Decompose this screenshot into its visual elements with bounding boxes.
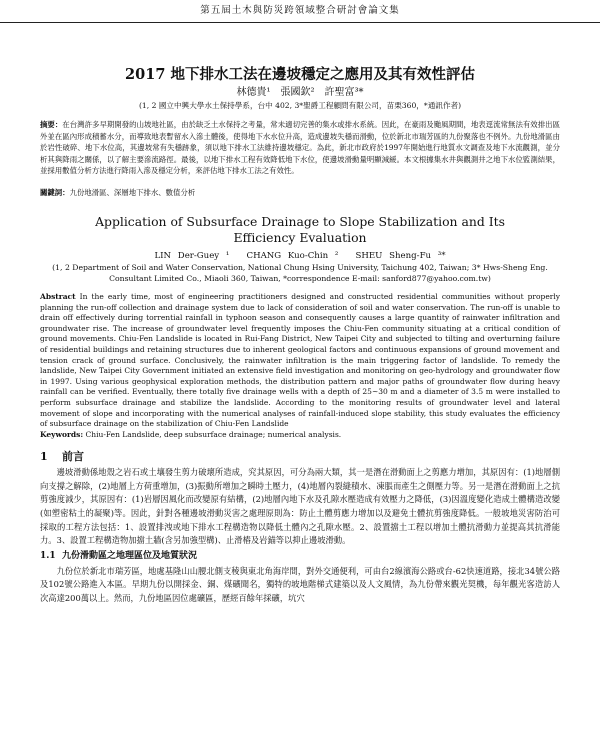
- chinese-keywords-text: 九份地滑區、深層地下排水、數值分析: [69, 187, 196, 197]
- chinese-abstract: [40, 119, 560, 177]
- chinese-abstract-text: 在台灣許多早期開發的山坡地社區，由於缺乏土水保持之考量，常未適切完善的集水或排水系統。因此，在豪雨及颱風期間，地表逕流常無法有效排出區外並在區內形成積蓄水分，而導致地表暫留水入滲土體後，使得地下水水位升高，造成邊坡失穩而滑動，位於新北市瑞芳區的九份聚落也不例外。九份地滑區由於岩性破碎、地下水位高，其邊坡常有失穩跡象，須以地下排水工法維持邊坡穩定。為此，新北市政府於1997年開始進行地質水文調查及地下水流觀測，並分析其與降雨之關係，以了解主要滲流路徑。最後，以地下排水工程有效降低地下水位，使邊坡滑動量明顯減緩。本文根據集水井與觀測井之地下水位監測結果，並採用數值分析方法進行降雨入滲及穩定分析，來評估地下排水工法之有效性。: [40, 120, 560, 176]
- chinese-keywords: [40, 187, 560, 198]
- chinese-title: 2017 地下排水工法在邊坡穩定之應用及其有效性評估: [125, 66, 475, 83]
- chinese-authors: 林德貴¹ 張國欽² 許聖富³*: [236, 87, 364, 98]
- english-title: Application of Subsurface Drainage to Slope Stabilization and Its Efficiency Evaluation: [95, 213, 505, 245]
- english-keywords-text: Chiu-Fen Landslide, deep subsurface drainage; numerical analysis.: [85, 429, 342, 439]
- english-authors: LIN Der-Guey ¹ CHANG Kuo-Chin ² SHEU Sheng-Fu ³*: [154, 250, 446, 261]
- english-keywords: [40, 430, 560, 441]
- section-1-paragraph: 邊坡滑動係地殼之岩石或土壤發生剪力破壞所造成，究其原因，可分為兩大類，其一是潛在滑動面上之剪應力增加，其原因有：(1)地層側向支撐之解除，(2)地層上方荷重增加，(3)振動所增加之瞬時土壓力，(4)地層內裂縫積水、凍脹而產生之側壓力等。另一是潛在滑動面上之抗剪強度減少，其原因有：(1)岩層因風化而改變原有結構，(2)地層內地下水及孔隙水壓造成有效壓力之降低，(3)因溫度變化造成土體構造改變(如塑密粘土的凝聚)等。因此，針對各種邊坡滑動災害之處理原則為：防止土體剪應力增加以及避免土體抗剪強度降低。一般坡地災害防治可採取的工程方法包括：1、設置排洩或地下排水工程構造物以降低土體內之孔隙水壓。2、設置擋土工程以增加土體抗滑動力並提高其抗滑能力。3、設置工程構造物加擋土牆(含另加強型構)、止滑樁及岩錨等以抑止邊坡滑動。: [40, 467, 560, 546]
- chinese-keywords-label: 關鍵詞：: [40, 187, 70, 197]
- english-keywords-label: Keywords:: [40, 429, 84, 439]
- section-1-heading: [40, 450, 560, 464]
- running-title: 第五屆土木與防災跨領域整合研討會論文集: [200, 5, 400, 16]
- section-1-1-title: 九份滑動區之地理區位及地質狀況: [62, 550, 198, 561]
- english-abstract-label: Abstract: [40, 291, 76, 301]
- running-header: [0, 0, 600, 23]
- english-abstract: [40, 292, 560, 430]
- section-1-1-heading: [40, 550, 560, 563]
- english-abstract-text: In the early time, most of engineering practitioners designed and constructed residential communities without properly planning the run-off collection and drainage system due to lack of consideration of soil and water conservation. The run-off is unable to drain off effectively during torrential rainfall in typhoon season and consequently causes a large quantity of rainwater infiltration and groundwater rise. The increase of groundwater level frequently imposes the Chiu-Fen community situating at a critical condition of ground movements. Chiu-Fen Landslide is located in Rui-Fang District, New Taipei City and subjected to tilting and overturning failure of residential buildings and retaining structures due to inherent geological factors and continuous expansions of ground movement and tension crack of ground surface. Conclusively, the rainwater infiltration is the main triggering factor of landslide. To remedy the landslide, New Taipei City Government initiated an extensive field investigation and monitoring on geo-hydrology and groundwater flow in 1997. Using various geophysical exploration methods, the distribution pattern and major paths of groundwater flow during heavy rainfall can be verified. Eventually, there totally five drainage wells with a depth of 25~30 m and a diameter of 3.5 m were installed to perform subsurface drainage and stabilize the landslide. According to the monitoring results of groundwater level and lateral movement of slope and incorporating with the numerical analyses of rainfall-induced slope stability, this study evaluates the efficiency of subsurface drainage on the stabilization of Chiu-Fen Landslide: [40, 291, 560, 429]
- paper-page: [40, 66, 560, 606]
- section-1-1-paragraph: 九份位於新北市瑞芳區，地處基隆山山腰北側支稜與東北角海岸間，對外交通便利，可由台2線濱海公路或台-62快速道路，接北34號公路及102號公路進入本區。早期九份以開採金、銅、煤礦聞名，獨特的坡地階梯式建築以及人文風情，為九份帶來觀光契機，每年觀光客造訪人次高達200萬以上。然而，九份地區因位處礦區，歷經百餘年採礦，坑穴: [40, 565, 560, 604]
- section-1-1-number: 1.1: [40, 550, 56, 561]
- section-1-title: 前言: [62, 450, 84, 464]
- chinese-abstract-label: 摘要：: [40, 120, 63, 129]
- english-affiliation: (1, 2 Department of Soil and Water Conservation, National Chung Hsing University, Taichung 402, Taiwan; 3* Hws-Sheng Eng. Consultant Limited Co., Miaoli 360, Taiwan, *correspondence E-mail: sanford877@yahoo.com.tw): [52, 262, 548, 283]
- section-1-number: 1: [40, 450, 48, 464]
- chinese-affiliation: (1, 2 國立中興大學水土保持學系，台中 402, 3*聖爵工程顧問有限公司，苗栗360，*通訊作者): [138, 101, 462, 110]
